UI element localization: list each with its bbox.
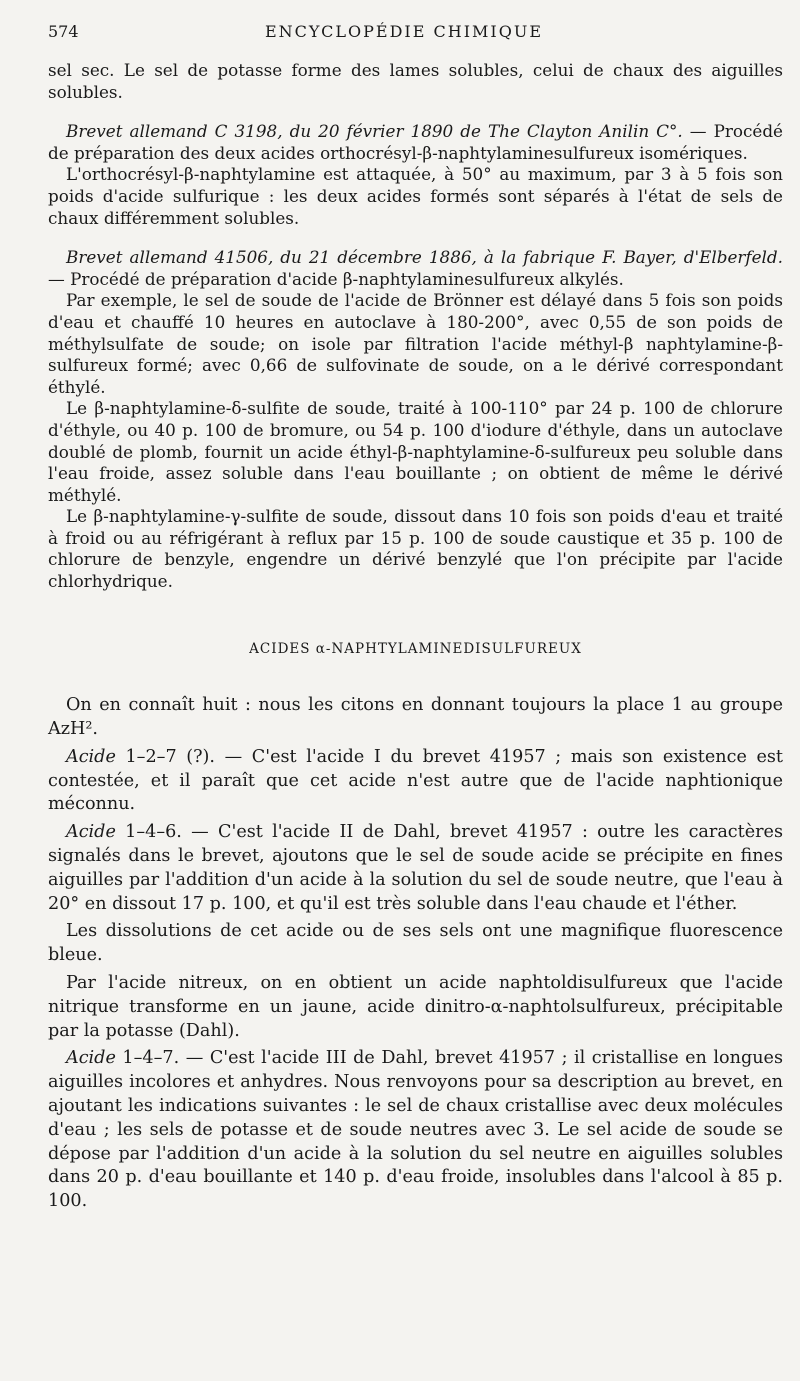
- paragraph-text: Le β-naphtylamine-γ-sulfite de soude, dissout dans 10 fois son poids d'eau et traité à froid ou au réfrigérant à reflux par 15 p. 100 de soude caustique et 35 p. 100 de chlorure de benzyle, engendre un dérivé benzylé que l'on précipite par l'acide chlorhydrique.: [48, 506, 783, 592]
- paragraph: [48, 920, 783, 968]
- paragraph-text: On en connaît huit : nous les citons en donnant toujours la place 1 au groupe AzH².: [48, 695, 783, 740]
- patent-paragraph: [48, 247, 783, 290]
- acid-label: Acide: [66, 1048, 116, 1069]
- paragraph-text: — Procédé de préparation des deux acides orthocrésyl-β-naphtylaminesulfureux isomériques.: [48, 121, 783, 163]
- running-title: ENCYCLOPÉDIE CHIMIQUE: [264, 22, 544, 41]
- page-body: [48, 60, 783, 1218]
- paragraph-text: 1–4–7. — C'est l'acide III de Dahl, brevet 41957 ; il cristallise en longues aiguilles incolores et anhydres. Nous renvoyons pour sa description au brevet, en ajoutant les indications suivantes : le sel de chaux cristallise avec deux molécules d'eau ; les sels de potasse et de soude neutres avec 3. Le sel acide de soude se dépose par l'addition d'un acide à la solution du sel neutre en aiguilles solubles dans 20 p. d'eau bouillante et 140 p. d'eau froide, insolubles dans l'alcool à 85 p. 100.: [48, 1048, 783, 1212]
- page-number: 574: [48, 22, 79, 41]
- paragraph-text: Le β-naphtylamine-δ-sulfite de soude, traité à 100-110° par 24 p. 100 de chlorure d'éthyle, ou 40 p. 100 de bromure, ou 54 p. 100 d'iodure d'éthyle, dans un autoclave doublé de plomb, fournit un acide éthyl-β-naphtylamine-δ-sulfureux peu soluble dans l'eau froide, assez soluble dans l'eau bouillante ; on obtient de même le dérivé méthylé.: [48, 398, 783, 505]
- acid-label: Acide: [66, 746, 116, 767]
- paragraph: [48, 398, 783, 506]
- paragraph: [48, 290, 783, 398]
- paragraph-text: L'orthocrésyl-β-naphtylamine est attaquée, à 50° au maximum, par 3 à 5 fois son poids d'acide sulfurique : les deux acides formés sont séparés à l'état de sels de chaux différemment solubles.: [48, 164, 783, 228]
- paragraph-text: 1–2–7 (?). — C'est l'acide I du brevet 41957 ; mais son existence est contestée, et il paraît que cet acide n'est autre que de l'acide naphtionique méconnu.: [48, 746, 783, 815]
- section-body: [48, 694, 783, 1214]
- paragraph: [48, 164, 783, 229]
- paragraph: [48, 972, 783, 1043]
- paragraph: [48, 1047, 783, 1214]
- paragraph: [48, 694, 783, 742]
- paragraph-text: 1–4–6. — C'est l'acide II de Dahl, brevet 41957 : outre les caractères signalés dans le brevet, ajoutons que le sel de soude acide se précipite en fines aiguilles par l'addition d'un acide à la solution du sel de soude neutre, que l'eau à 20° en dissout 17 p. 100, et qu'il est très soluble dans l'eau chaude et l'éther.: [48, 822, 783, 914]
- paragraph: [48, 821, 783, 916]
- patent-reference: Brevet allemand 41506, du 21 décembre 1886, à la fabrique F. Bayer, d'Elberfeld.: [66, 247, 783, 268]
- paragraph-text: Par exemple, le sel de soude de l'acide de Brönner est délayé dans 5 fois son poids d'eau et chauffé 10 heures en autoclave à 180-200°, avec 0,55 de son poids de méthylsulfate de soude; on isole par filtration l'acide méthyl-β naphtylamine-β-sulfureux formé; avec 0,66 de sulfovinate de soude, on a le dérivé correspondant éthylé.: [48, 290, 783, 397]
- page-header: [48, 22, 760, 46]
- paragraph-text: Par l'acide nitreux, on en obtient un acide naphtoldisulfureux que l'acide nitrique transforme en un jaune, acide dinitro-α-naphtolsulfureux, précipitable par la potasse (Dahl).: [48, 973, 783, 1041]
- patent-reference: Brevet allemand C 3198, du 20 février 1890 de The Clayton Anilin C°.: [66, 121, 683, 142]
- paragraph: [48, 506, 783, 592]
- paragraph: [48, 746, 783, 817]
- paragraph-text: Les dissolutions de cet acide ou de ses sels ont une magnifique fluorescence bleue.: [48, 921, 783, 966]
- paragraph-text: sel sec. Le sel de potasse forme des lames solubles, celui de chaux des aiguilles solubles.: [48, 60, 783, 102]
- paragraph: [48, 60, 783, 103]
- acid-label: Acide: [66, 822, 116, 843]
- section-heading: ACIDES α-NAPHTYLAMINEDISULFUREUX: [249, 640, 582, 657]
- patent-paragraph: [48, 121, 783, 164]
- paragraph-text: — Procédé de préparation d'acide β-naphtylaminesulfureux alkylés.: [48, 268, 624, 289]
